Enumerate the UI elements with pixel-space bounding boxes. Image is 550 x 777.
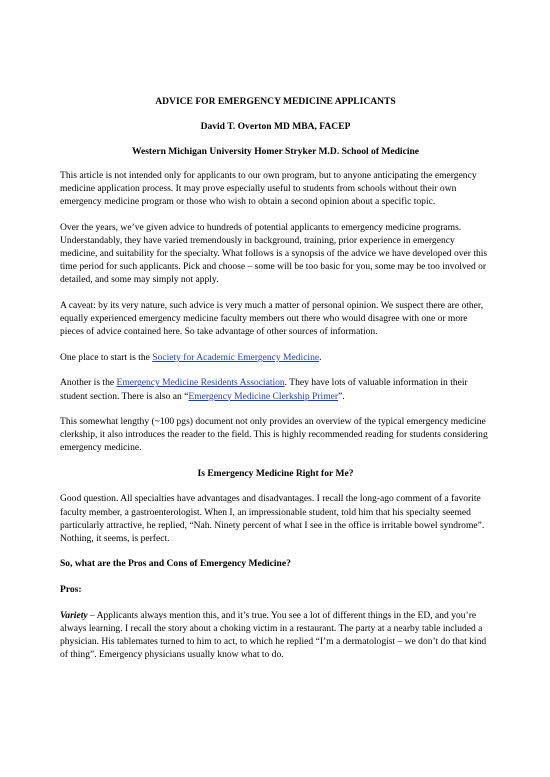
saem-text-post: . xyxy=(319,351,322,363)
document-title: ADVICE FOR EMERGENCY MEDICINE APPLICANTS xyxy=(155,96,396,107)
saem-paragraph xyxy=(60,351,491,364)
section-heading-right-for-me: Is Emergency Medicine Right for Me? xyxy=(197,467,354,479)
saem-link[interactable]: Society for Academic Emergency Medicine xyxy=(152,351,320,363)
section-heading-pros: Pros: xyxy=(60,583,82,595)
advice-paragraph: Over the years, we’ve given advice to hundreds of potential applicants to emergency medicine programs. Understandably, they have varied tremendously in background, training, prior experience in emergency medicine, and suitability for the specialty. What follows is a synopsis of the advice we have developed over this time period for such applicants. Pick and choose – some will be too basic for you, some may be too involved or detailed, and some may simply not apply. xyxy=(60,222,488,286)
variety-text: – Applicants always mention this, and it’s true. You see a lot of different things in the ED, and you’re always learning. I recall the story about a choking victim in a restaurant. The party at a nearby table included a physician. His tablemates turned to him to act, to which he replied “I’m a dermatologist – we don’t do that kind of thing”. Emergency physicians usually know what to do. xyxy=(60,609,487,660)
primer-paragraph: This somewhat lengthy (~100 pgs) document not only provides an overview of the typical emergency medicine clerkship, it also introduces the reader to the field. This is highly recommended reading for students considering emergency medicine. xyxy=(60,416,488,454)
emra-link[interactable]: Emergency Medicine Residents Association xyxy=(116,377,285,389)
clerkship-primer-link[interactable]: Emergency Medicine Clerkship Primer xyxy=(188,390,339,402)
emra-paragraph xyxy=(60,376,491,402)
school-line: Western Michigan University Homer Stryker M.D. School of Medicine xyxy=(131,146,420,158)
emra-text-mid: . They have lots of valuable information in their student section. There is also an “ xyxy=(60,377,468,402)
author-line: David T. Overton MD MBA, FACEP xyxy=(200,121,351,133)
intro-paragraph: This article is not intended only for applicants to our own program, but to anyone anticipating the emergency medicine application process. It may prove especially useful to students from schools without their own emergency medicine program or those who wish to obtain a second opinion about a specific topic. xyxy=(60,170,477,208)
section-heading-pros-cons: So, what are the Pros and Cons of Emergency Medicine? xyxy=(60,558,291,570)
saem-text-pre: One place to start is the xyxy=(60,351,153,363)
variety-paragraph xyxy=(60,609,491,661)
variety-term: Variety xyxy=(60,609,88,621)
emra-text-post: ”. xyxy=(338,390,345,402)
good-question-paragraph: Good question. All specialties have advantages and disadvantages. I recall the long-ago comment of a favorite faculty member, a gastroenterologist. When I, an impressionable student, told him that his specialty seemed particularly attractive, he replied, “Nah. Ninety percent of what I see in the office is irritable bowel syndrome”. Nothing, it seems, is perfect. xyxy=(60,493,485,544)
document-page xyxy=(60,95,491,673)
caveat-paragraph: A caveat: by its very nature, such advice is very much a matter of personal opinion. We suspect there are other, equally experienced emergency medicine faculty members out there who would disagree with one or more pieces of advice contained here. So take advantage of other sources of information. xyxy=(60,300,484,338)
emra-text-pre: Another is the xyxy=(60,377,117,389)
